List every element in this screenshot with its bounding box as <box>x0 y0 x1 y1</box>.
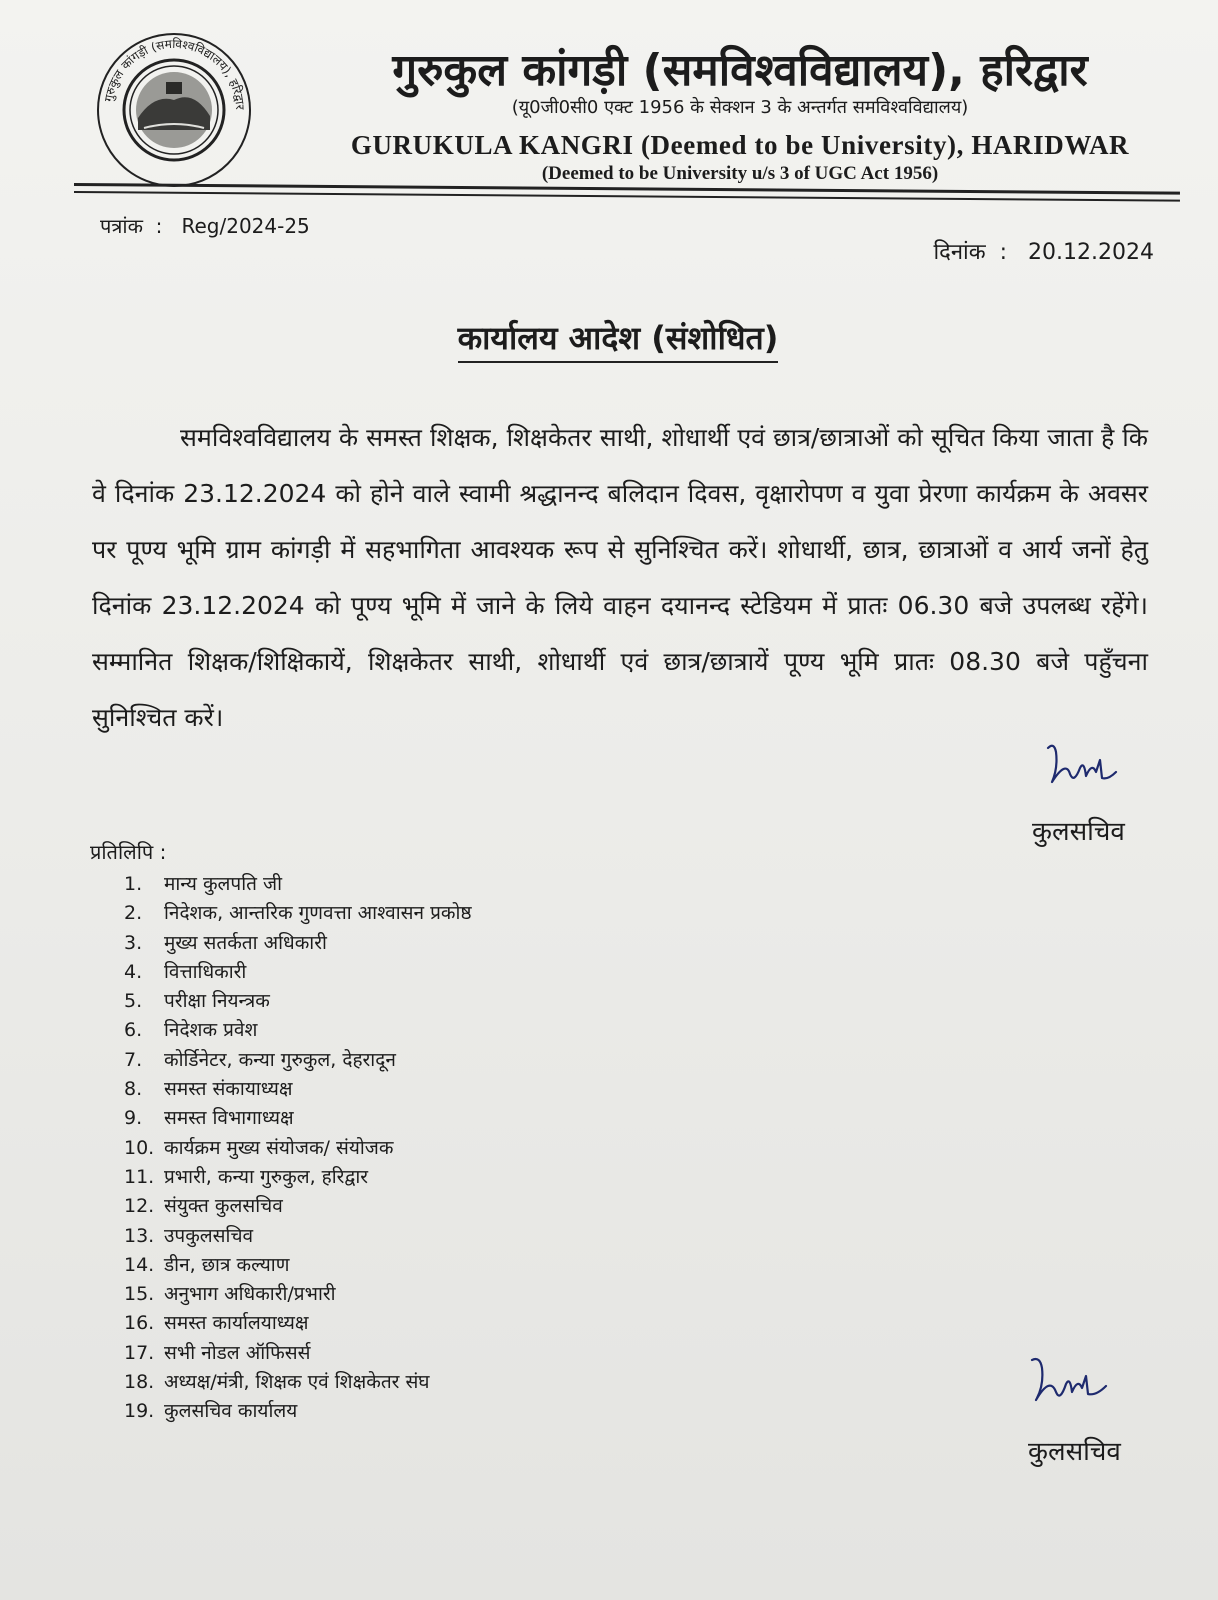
reference-number <box>100 212 310 239</box>
copy-to-item <box>124 1397 472 1426</box>
copy-to-item-number: 12. <box>124 1195 155 1218</box>
signatory-title-1: कुलसचिव <box>1032 817 1125 847</box>
copy-to-item <box>124 899 472 928</box>
copy-to-item <box>124 1016 472 1045</box>
copy-to-item-number: 17. <box>124 1341 155 1364</box>
copy-to-item-text: डीन, छात्र कल्याण <box>164 1253 290 1276</box>
date-separator: : <box>992 240 1022 265</box>
copy-to-item <box>124 1134 472 1163</box>
copy-to-item <box>124 870 472 899</box>
copy-to-item-text: कोर्डिनेटर, कन्या गुरुकुल, देहरादून <box>164 1048 396 1071</box>
copy-to-item-text: मुख्य सतर्कता अधिकारी <box>164 931 327 954</box>
copy-to-item-number: 3. <box>124 931 143 954</box>
seal-text: गुरुकुल कांगड़ी (समविश्वविद्यालय), हरिद्वार <box>101 36 248 110</box>
copy-to-item-number: 1. <box>124 873 143 895</box>
copy-to-item-text: समस्त संकायाध्यक्ष <box>164 1078 293 1101</box>
copy-to-item <box>124 1163 472 1192</box>
copy-to-item-number: 14. <box>124 1253 155 1276</box>
reference-separator: : <box>149 214 176 238</box>
copy-to-item-text: मान्य कुलपति जी <box>164 873 283 895</box>
copy-to-item-text: प्रभारी, कन्या गुरुकुल, हरिद्वार <box>164 1165 369 1188</box>
copy-to-item <box>124 1104 472 1133</box>
reference-value: Reg/2024-25 <box>181 214 310 238</box>
order-title-text: कार्यालय आदेश (संशोधित) <box>458 319 779 363</box>
copy-to-item-text: परीक्षा नियन्त्रक <box>164 990 270 1013</box>
copy-to-item-number: 4. <box>124 960 143 983</box>
university-subtitle-english: (Deemed to be University u/s 3 of UGC Act 1956) <box>541 163 939 184</box>
copy-to-item <box>124 958 472 987</box>
copy-to-item-number: 13. <box>124 1224 155 1247</box>
copy-to-item-text: समस्त कार्यालयाध्यक्ष <box>164 1312 309 1335</box>
date-label: दिनांक <box>933 240 986 265</box>
copy-to-item-text: अनुभाग अधिकारी/प्रभारी <box>164 1283 336 1306</box>
copy-to-item-text: कुलसचिव कार्यालय <box>164 1400 298 1423</box>
copy-to-item <box>124 1046 472 1075</box>
copy-to-label: प्रतिलिपि : <box>90 840 167 864</box>
copy-to-list <box>124 870 472 1427</box>
university-name-hindi: गुरुकुल कांगड़ी (समविश्वविद्यालय), हरिद्वार <box>392 45 1088 96</box>
copy-to-item-number: 6. <box>124 1019 143 1042</box>
copy-to-item-number: 2. <box>124 902 143 925</box>
copy-to-item-number: 5. <box>124 990 143 1013</box>
copy-to-item-number: 9. <box>124 1107 143 1130</box>
order-body: समविश्वविद्यालय के समस्त शिक्षक, शिक्षकेतर साथी, शोधार्थी एवं छात्र/छात्राओं को सूचित किया जाता है कि वे दिनांक 23.12.2024 को होने वाले स्वामी श्रद्धानन्द बलिदान दिवस, वृक्षारोपण व युवा प्रेरणा कार्यक्रम के अवसर पर पूण्य भूमि ग्राम कांगड़ी में सहभागिता आवश्यक रूप से सुनिश्चित करें। शोधार्थी, छात्र, छात्राओं व आर्य जनों हेतु दिनांक 23.12.2024 को पूण्य भूमि में जाने के लिये वाहन दयानन्द स्टेडियम में प्रातः 06.30 बजे उपलब्ध रहेंगे। सम्मानित शिक्षक/शिक्षिकायें, शिक्षकेतर साथी, शोधार्थी एवं छात्र/छात्रायें पूण्य भूमि प्रातः 08.30 बजे पहुँचना सुनिश्चित करें। <box>92 423 1148 732</box>
copy-to-item <box>124 987 472 1016</box>
copy-to-item-text: निदेशक प्रवेश <box>164 1019 258 1042</box>
copy-to-item <box>124 1339 472 1368</box>
letter-date <box>933 236 1154 266</box>
copy-to-item-number: 11. <box>124 1165 155 1188</box>
copy-to-item <box>124 1368 472 1397</box>
copy-to-item-number: 10. <box>124 1136 155 1159</box>
copy-to-item-text: सभी नोडल ऑफिसर्स <box>164 1341 311 1364</box>
copy-to-item-text: कार्यक्रम मुख्य संयोजक/ संयोजक <box>164 1136 394 1159</box>
copy-to-item <box>124 1251 472 1280</box>
signature-1 <box>1040 738 1120 798</box>
university-subtitle-hindi: (यू0जी0सी0 एक्ट 1956 के सेक्शन 3 के अन्तर्गत समविश्वविद्यालय) <box>511 97 969 118</box>
copy-to-item-text: संयुक्त कुलसचिव <box>164 1195 283 1218</box>
copy-to-item-number: 7. <box>124 1048 143 1071</box>
copy-to-item <box>124 1192 472 1221</box>
signatory-title-2: कुलसचिव <box>1028 1437 1121 1467</box>
copy-to-item-text: निदेशक, आन्तरिक गुणवत्ता आश्वासन प्रकोष्ठ <box>164 902 472 925</box>
date-value: 20.12.2024 <box>1028 240 1154 265</box>
reference-label: पत्रांक <box>100 214 143 238</box>
copy-to-item <box>124 1075 472 1104</box>
copy-to-item-number: 8. <box>124 1078 143 1101</box>
copy-to-item <box>124 1280 472 1309</box>
signature-2 <box>1022 1352 1112 1416</box>
copy-to-item <box>124 929 472 958</box>
copy-to-item <box>124 1309 472 1338</box>
copy-to-item-text: अध्यक्ष/मंत्री, शिक्षक एवं शिक्षकेतर संघ <box>164 1371 430 1394</box>
university-seal-logo <box>94 30 254 190</box>
copy-to-item-number: 18. <box>124 1371 155 1394</box>
copy-to-item-number: 19. <box>124 1400 155 1423</box>
copy-to-item-text: समस्त विभागाध्यक्ष <box>164 1107 294 1130</box>
copy-to-item-number: 15. <box>124 1283 155 1306</box>
order-title <box>0 316 1218 359</box>
copy-to-item <box>124 1222 472 1251</box>
copy-to-item-number: 16. <box>124 1312 155 1335</box>
copy-to-item-text: उपकुलसचिव <box>164 1224 254 1247</box>
copy-to-item-text: वित्ताधिकारी <box>164 960 247 983</box>
university-name-english: GURUKULA KANGRI (Deemed to be University), HARIDWAR <box>350 130 1130 160</box>
